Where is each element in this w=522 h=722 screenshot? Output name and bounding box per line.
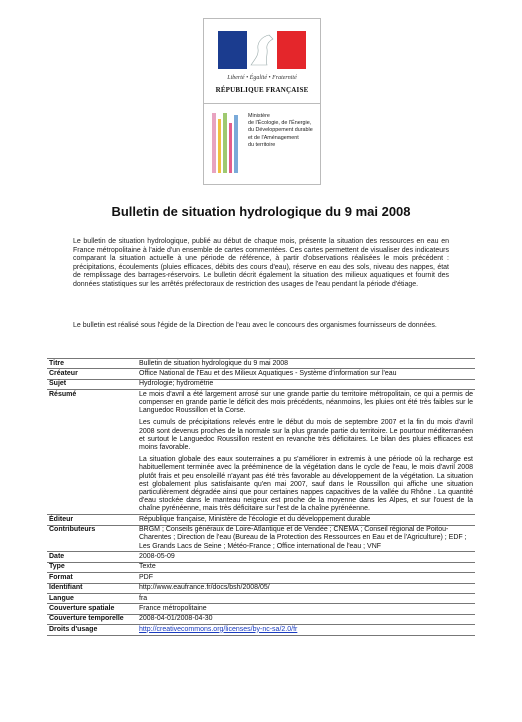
metadata-value: [137, 525, 475, 552]
value-text: http://www.eaufrance.fr/docs/bsh/2008/05/: [139, 584, 270, 592]
metadata-value: [137, 625, 475, 635]
metadata-value: [137, 359, 475, 369]
republic-name: RÉPUBLIQUE FRANÇAISE: [215, 86, 309, 94]
summary-paragraph: Les cumuls de précipitations relevés entre le début du mois de septembre 2007 et la fin du mois d'avril 2008 sont devenus proches de la normale sur la plus grande partie du territoire. Le pourtour méditerranéen et surtout le Languedoc Roussillon restent en revanche très déficitaires. Le bilan des pluies efficaces est moins favorable.: [139, 419, 473, 451]
metadata-value: [137, 593, 475, 603]
metadata-table: [47, 358, 475, 636]
table-row: [47, 525, 475, 552]
table-row: [47, 583, 475, 593]
metadata-value: [137, 379, 475, 389]
metadata-value: [137, 515, 475, 525]
metadata-key: Langue: [47, 593, 137, 603]
marianne-icon: [218, 31, 306, 69]
value-text: Office National de l'Eau et des Milieux Aquatiques - Système d'information sur l'eau: [139, 369, 397, 377]
ministry-block: [204, 103, 320, 184]
summary-paragraph: Le mois d'avril a été largement arrosé sur une grande partie du territoire métropolitain, ce qui a permis de compenser en grande partie le déficit des mois précédents, néanmoins, les pluies ont été très faibles sur le Languedoc Roussillon et la Corse.: [139, 390, 473, 415]
metadata-value: [137, 369, 475, 379]
table-row: [47, 562, 475, 572]
table-row: [47, 614, 475, 624]
metadata-key: Résumé: [47, 390, 137, 515]
table-row: [47, 625, 475, 635]
intro-paragraph-2: Le bulletin est réalisé sous l'égide de la Direction de l'eau avec le concours des organismes fournisseurs de données.: [73, 322, 437, 329]
table-row: [47, 593, 475, 603]
table-row: [47, 369, 475, 379]
metadata-value: [137, 573, 475, 583]
value-text: Bulletin de situation hydrologique du 9 mai 2008: [139, 359, 289, 367]
metadata-key: Créateur: [47, 369, 137, 379]
metadata-key: Titre: [47, 359, 137, 369]
value-text: République française, Ministère de l'écologie et du développement durable: [139, 515, 371, 523]
license-link[interactable]: http://creativecommons.org/licenses/by-nc-sa/2.0/fr: [139, 625, 298, 633]
metadata-value: [137, 583, 475, 593]
metadata-key: Couverture temporelle: [47, 614, 137, 624]
intro-paragraph: Le bulletin de situation hydrologique, publié au début de chaque mois, présente la situation des ressources en eau en France métropolitaine à l'aide d'un ensemble de cartes commentées. Ces cartes permettent de visualiser des indicateurs comparant la situation actuelle à une période de référence, à partir d'observations réalisées le mois précédent : précipitations, écoulements (pluies efficaces, débits des cours d'eau), réserve en eau des sols, niveau des nappes, état de remplissage des barrages-réservoirs. Le bulletin décrit également la situation des milieux aquatiques et fournit des données statistiques sur les arrêtés préfectoraux de restriction des usages de l'eau pendant la période d'étiage.: [73, 238, 449, 288]
republique-francaise-block: [204, 19, 320, 104]
table-row: [47, 379, 475, 389]
document-title: Bulletin de situation hydrologique du 9 mai 2008: [111, 204, 411, 219]
summary-paragraph: La situation globale des eaux souterraines a pu s'améliorer in extremis à une période où la recharge est habituellement terminée avec la prééminence de la végétation dans le cycle de l'eau, le mois d'avril 2008 plutôt frais et peu ensoleillé n'ayant pas été très favorable au développement de la végétation. La situation est globalement plus satisfaisante qu'en mai 2007, sauf dans le Roussillon qui affiche une situation particulièrement dégradée ainsi que pour certaines nappes capacitives de la vallée du Rhône . La quantité d'eau stockée dans le manteau neigeux est proche de la moyenne dans les Alpes, et sur l'ouest de la chaîne pyrénéenne, mais très déficitaire sur l'est de la chaîne pyrénéenne.: [139, 456, 473, 513]
metadata-key: Éditeur: [47, 515, 137, 525]
ministry-stripes-icon: [212, 113, 240, 173]
value-text: BRGM ; Conseils généraux de Loire-Atlantique et de Vendée ; CNEMA ; Conseil régional de Poitou-Charentes ; Direction de l'eau (Bureau de la Protection des Ressources en Eau et de l'Agriculture) ; EDF ; Les Grands Lacs de Seine ; Météo-France ; Office international de l'eau ; VNF: [139, 526, 467, 550]
metadata-key: Format: [47, 573, 137, 583]
ministry-name: Ministère de l'Écologie, de l'Énergie, du Développement durable et de l'Aménagement du territoire: [248, 113, 313, 148]
metadata-value: [137, 562, 475, 572]
metadata-key: Sujet: [47, 379, 137, 389]
value-text: PDF: [139, 573, 153, 581]
motto: Liberté • Égalité • Fraternité: [227, 75, 297, 81]
metadata-value: [137, 614, 475, 624]
value-text: Hydrologie; hydrométrie: [139, 380, 214, 388]
table-row: [47, 390, 475, 515]
value-text: France métropolitaine: [139, 604, 207, 612]
table-row: [47, 573, 475, 583]
value-text: 2008-05-09: [139, 552, 175, 560]
table-row: [47, 515, 475, 525]
metadata-value: [137, 390, 475, 515]
metadata-value: [137, 552, 475, 562]
value-text: fra: [139, 594, 148, 602]
value-text: 2008-04-01/2008-04-30: [139, 615, 213, 623]
table-row: [47, 604, 475, 614]
table-row: [47, 552, 475, 562]
metadata-key: Droits d'usage: [47, 625, 137, 635]
government-logo: [203, 18, 321, 185]
metadata-key: Identifiant: [47, 583, 137, 593]
metadata-key: Type: [47, 562, 137, 572]
metadata-value: [137, 604, 475, 614]
table-row: [47, 359, 475, 369]
metadata-key: Date: [47, 552, 137, 562]
value-text: Texte: [139, 563, 156, 571]
metadata-key: Contributeurs: [47, 525, 137, 552]
metadata-key: Couverture spatiale: [47, 604, 137, 614]
